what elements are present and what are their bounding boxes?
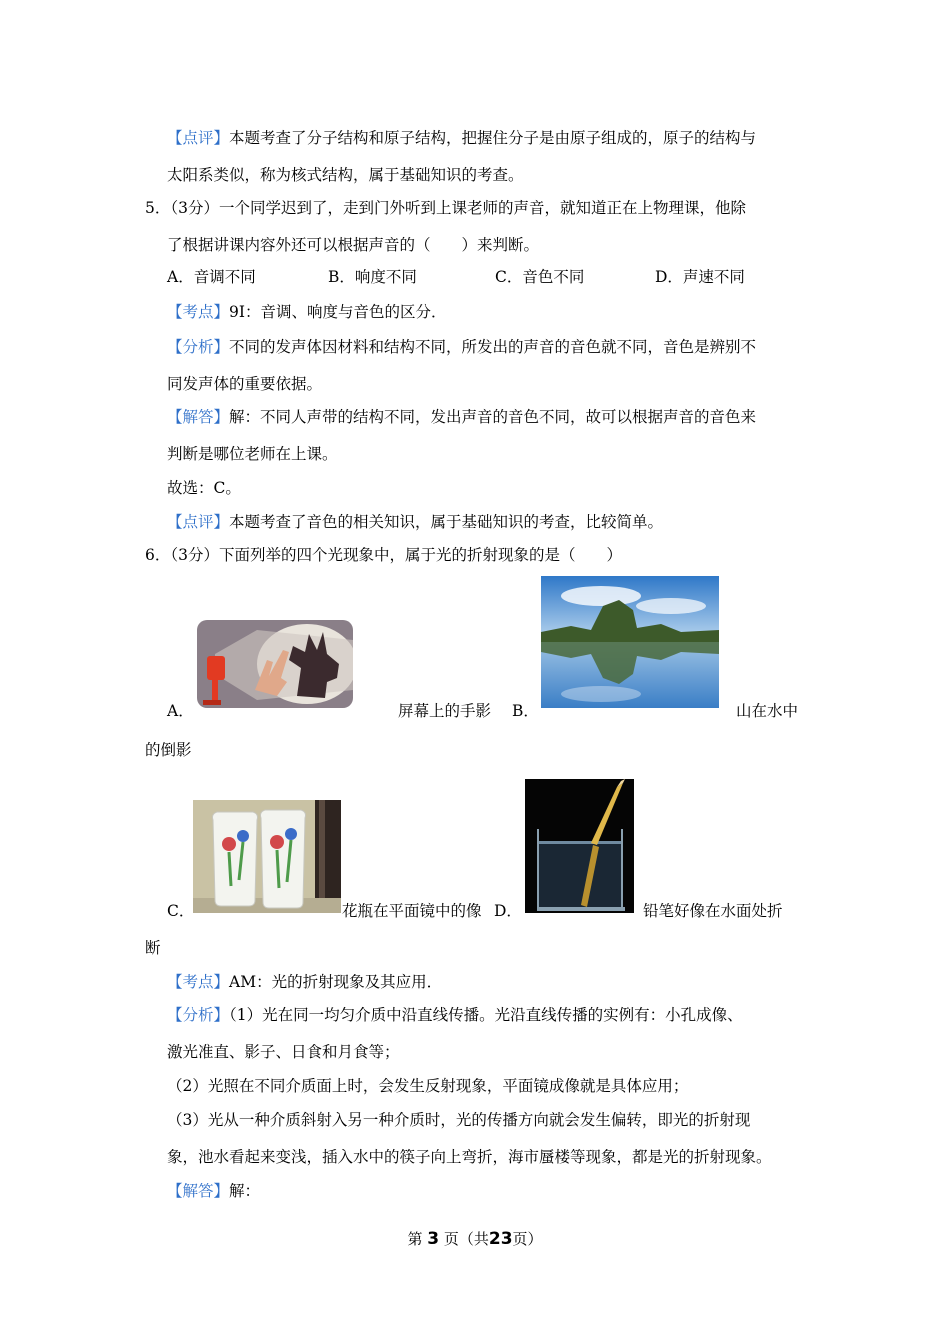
q5-option-a: A．音调不同: [167, 268, 256, 286]
q5-stem-line1: 5．（3分）一个同学迟到了，走到门外听到上课老师的声音，就知道正在上物理课，他除: [145, 199, 746, 217]
q6-option-a-text: 屏幕上的手影: [398, 702, 492, 720]
q5-option-d: D．声速不同: [655, 268, 745, 286]
page-footer: 第 3 页（共23页）: [407, 1229, 543, 1249]
q6-fenxi-line1: 【分析】（1）光在同一均匀介质中沿直线传播。光沿直线传播的实例有：小孔成像、: [167, 1006, 743, 1024]
q6-option-d-label: D．: [494, 902, 522, 920]
q6-fenxi-line4: （3）光从一种介质斜射入另一种介质时，光的传播方向就会发生偏转，即光的折射现: [167, 1111, 751, 1129]
q6-fenxi-line2: 激光准直、影子、日食和月食等；: [167, 1043, 400, 1061]
q6-fenxi-line3: （2）光照在不同介质面上时，会发生反射现象，平面镜成像就是具体应用；: [167, 1077, 689, 1095]
q6-option-b-text: 山在水中: [736, 702, 799, 720]
pencil-water-image: [525, 779, 634, 913]
q6-option-c-label: C．: [167, 902, 195, 920]
page-number: 3: [427, 1229, 440, 1249]
q5-fenxi-line1: 【分析】不同的发声体因材料和结构不同，所发出的声音的音色就不同，音色是辨别不: [167, 338, 757, 356]
q6-stem: 6．（3分）下面列举的四个光现象中，属于光的折射现象的是（ ）: [145, 546, 622, 564]
q5-option-b: B．响度不同: [328, 268, 417, 286]
q6-jieda: 【解答】解：: [167, 1182, 261, 1200]
q6-option-b-label: B．: [512, 702, 539, 720]
hand-shadow-image: [197, 620, 353, 708]
q5-stem-line2: 了根据讲课内容外还可以根据声音的（ ）来判断。: [167, 236, 540, 254]
q5-jieda-line1: 【解答】解：不同人声带的结构不同，发出声音的音色不同，故可以根据声音的音色来: [167, 408, 757, 426]
q4-comment-line2: 太阳系类似，称为核式结构，属于基础知识的考查。: [167, 166, 524, 184]
q6-option-b-continued: 的倒影: [145, 741, 192, 759]
q6-option-a-label: A．: [167, 702, 194, 720]
mountain-reflection-image: [541, 576, 719, 708]
q6-kaodian: 【考点】AM：光的折射现象及其应用．: [167, 973, 443, 991]
q6-option-d-text: 铅笔好像在水面处折: [643, 902, 783, 920]
q5-jieda-line2: 判断是哪位老师在上课。: [167, 445, 338, 463]
q5-kaodian: 【考点】9I：音调、响度与音色的区分．: [167, 303, 447, 321]
q6-fenxi-line5: 象，池水看起来变浅，插入水中的筷子向上弯折，海市蜃楼等现象，都是光的折射现象。: [167, 1148, 772, 1166]
vase-mirror-image: [193, 800, 341, 913]
q6-option-d-continued: 断: [145, 939, 161, 957]
q5-option-c: C．音色不同: [495, 268, 585, 286]
q4-comment-line1: 【点评】本题考查了分子结构和原子结构，把握住分子是由原子组成的，原子的结构与: [167, 129, 757, 147]
q5-dianping: 【点评】本题考查了音色的相关知识，属于基础知识的考查，比较简单。: [167, 513, 664, 531]
q5-fenxi-line2: 同发声体的重要依据。: [167, 375, 323, 393]
q6-option-c-text: 花瓶在平面镜中的像: [342, 902, 482, 920]
q5-answer: 故选：C。: [167, 479, 241, 497]
page-total: 23: [488, 1229, 513, 1249]
